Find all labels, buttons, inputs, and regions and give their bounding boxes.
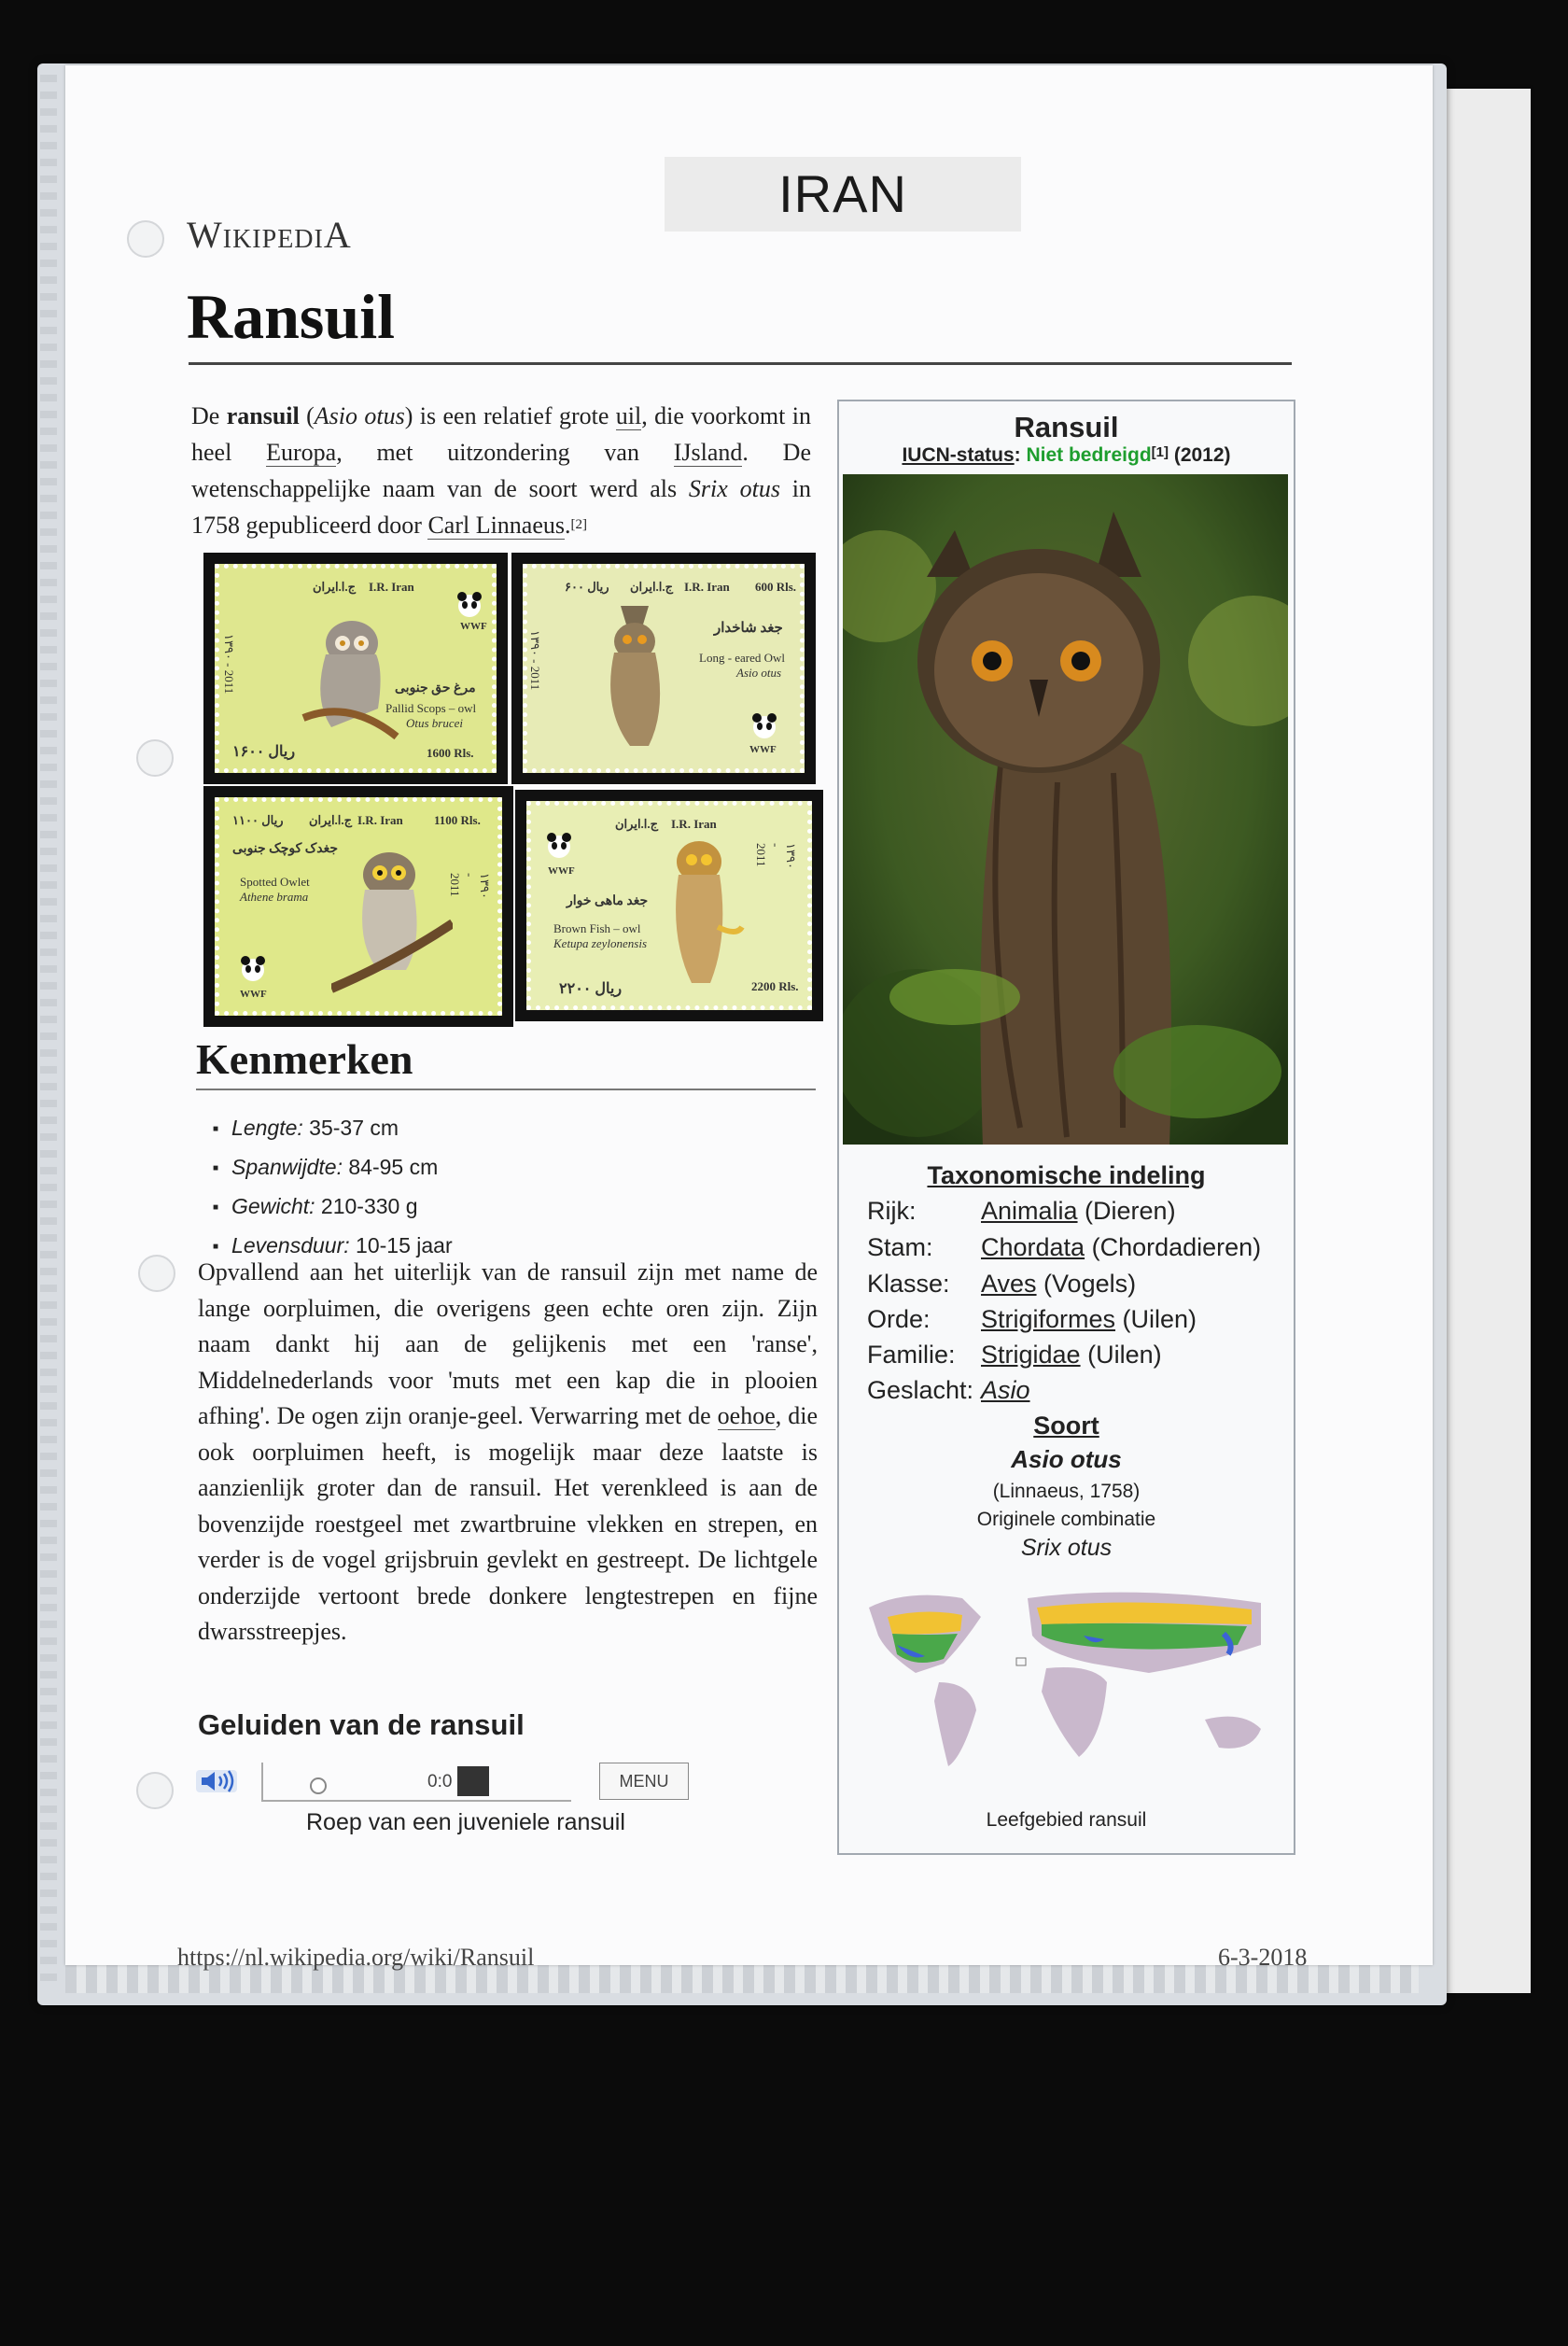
infobox-title: Ransuil — [1014, 411, 1119, 443]
stamp-value: 1600 Rls. — [427, 746, 474, 760]
stamp-country: I.R. Iran — [671, 817, 717, 831]
stamp-persian-name: جغدک کوچک جنوبی — [232, 842, 339, 856]
stamp-brown-fish-owl — [515, 790, 823, 1021]
audio-time: 0:0 — [427, 1772, 453, 1791]
owl-illustration — [331, 830, 453, 998]
punch-hole — [136, 739, 174, 777]
stamp-country: I.R. Iran — [369, 580, 414, 594]
stamp-value: 600 Rls. — [755, 580, 797, 594]
stamp-pallid-scops-owl — [203, 553, 508, 784]
original-combination-name: Srix otus — [1020, 1535, 1113, 1561]
audio-player — [196, 1763, 691, 1800]
wwf-panda-icon — [453, 587, 486, 621]
intro-text: , die voorkomt in heel — [191, 402, 811, 466]
list-item-value: 84-95 cm — [342, 1155, 439, 1179]
audio-menu-button[interactable]: MENU — [599, 1763, 689, 1800]
owl-photo — [843, 474, 1288, 1145]
stamp-year: ۱۳۹۰ - 2011 — [448, 873, 492, 899]
taxonomy-row — [867, 1376, 1030, 1405]
infobox — [837, 400, 1295, 1855]
binder-holes — [40, 75, 57, 1988]
owl-illustration — [583, 597, 686, 755]
taxonomy-note: (Vogels) — [1036, 1270, 1137, 1298]
list-item-key: Spanwijdte: — [231, 1155, 343, 1179]
list-item — [213, 1150, 453, 1189]
stamp-bird-name: Long - eared Owl — [699, 651, 786, 665]
punch-hole — [138, 1255, 175, 1292]
intro-latin-name: Asio otus — [314, 402, 405, 429]
speaker-icon[interactable] — [196, 1766, 239, 1796]
list-item-key: Lengte: — [231, 1116, 303, 1140]
original-combination-label: Originele combinatie — [976, 1509, 1156, 1530]
taxonomy-note: (Uilen) — [1115, 1305, 1197, 1333]
stamp-latin-name: Otus brucei — [406, 716, 464, 730]
intro-text: . De wetenschappelijke naam van de soort werd als — [191, 439, 811, 502]
list-item-value: 35-37 cm — [302, 1116, 399, 1140]
stamp-text: ج.ا.ايران — [309, 813, 353, 827]
range-map-caption: Leefgebied ransuil — [986, 1809, 1147, 1831]
link-ijsland[interactable]: IJsland — [673, 439, 743, 466]
wwf-panda-icon — [542, 828, 576, 862]
stamp-bird-name: Spotted Owlet — [240, 875, 310, 889]
wwf-logo: WWF — [548, 865, 575, 877]
reference-link[interactable]: [2] — [570, 517, 588, 532]
audio-volume-block[interactable] — [457, 1766, 489, 1796]
taxonomy-link[interactable]: Strigiformes — [981, 1305, 1116, 1333]
intro-text: . — [565, 512, 571, 539]
taxonomy-row — [867, 1341, 1162, 1370]
stamp-year: ۱۳۹۰ - 2011 — [528, 630, 542, 691]
taxonomy-rank: Familie: — [867, 1341, 956, 1369]
stamp-year: ۱۳۹۰ - 2011 — [222, 634, 236, 695]
taxonomy-rank: Geslacht: — [867, 1376, 974, 1404]
stamp-country: I.R. Iran — [684, 580, 730, 594]
list-item-key: Levensduur: — [231, 1233, 350, 1257]
link-uil[interactable]: uil — [615, 402, 642, 429]
wwf-panda-icon — [236, 951, 270, 985]
taxonomy-rank: Rijk: — [867, 1197, 917, 1225]
intro-text: in 1758 gepubliceerd door — [191, 475, 811, 539]
stamp-country: I.R. Iran — [357, 813, 403, 827]
list-item-value: 210-330 g — [315, 1194, 418, 1218]
stamp-persian-name: جغد ماهی خوار — [567, 894, 649, 908]
stamp-latin-name: Asio otus — [736, 666, 782, 680]
link-linnaeus[interactable]: Carl Linnaeus — [427, 512, 566, 539]
species-heading[interactable]: Soort — [1033, 1412, 1099, 1440]
stamp-value: 1100 Rls. — [434, 813, 481, 827]
wwf-logo: WWF — [460, 621, 487, 632]
kenmerken-list — [213, 1111, 453, 1268]
stamp-latin-name: Athene brama — [240, 890, 309, 904]
reference-link[interactable]: [1] — [1151, 444, 1169, 460]
taxonomy-note: (Dieren) — [1077, 1197, 1176, 1225]
description-text: Opvallend aan het uiterlijk van de ransuil zijn met name de lange oorpluimen, die overigens geen echte oren zijn. Zijn naam dankt hij aan de gelijkenis met een 'ranse', Middelnederlands voor 'muts met een kap die in plooien afhing'. De ogen zijn oranje-geel. Verwarring met de — [198, 1258, 818, 1429]
taxonomy-rank: Orde: — [867, 1305, 931, 1333]
owl-illustration — [294, 606, 406, 746]
taxonomy-link[interactable]: Strigidae — [981, 1341, 1081, 1369]
stamp-spotted-owlet — [203, 786, 513, 1027]
punch-hole — [127, 220, 164, 258]
taxonomy-heading[interactable]: Taxonomische indeling — [927, 1161, 1206, 1189]
stamp-persian-name: مرغ حق جنوبی — [395, 681, 476, 695]
stamp-persian-value: ۱۱۰۰ ريال — [232, 813, 284, 827]
section-divider — [196, 1089, 816, 1090]
taxonomy-link[interactable]: Asio — [981, 1376, 1030, 1404]
intro-text: ) is een relatief grote — [404, 402, 616, 429]
taxonomy-rank: Stam: — [867, 1233, 933, 1261]
species-name: Asio otus — [1011, 1445, 1122, 1473]
footer-date: 6-3-2018 — [1218, 1944, 1308, 1971]
taxonomy-note: (Chordadieren) — [1085, 1233, 1262, 1261]
iucn-status — [839, 444, 1294, 467]
intro-text: ( — [299, 402, 315, 429]
title-divider — [189, 362, 1292, 365]
list-item — [213, 1189, 453, 1229]
stamp-latin-name: Ketupa zeylonensis — [553, 936, 648, 950]
link-oehoe[interactable]: oehoe — [717, 1402, 776, 1429]
wwf-logo: WWF — [749, 744, 777, 755]
intro-bold-name: ransuil — [226, 402, 300, 429]
iucn-status-year: (2012) — [1169, 444, 1231, 466]
page-title: Ransuil — [187, 281, 395, 352]
stamp-text: ج.ا.ايران — [313, 580, 357, 594]
footer-url: https://nl.wikipedia.org/wiki/Ransuil — [177, 1944, 535, 1971]
section-heading-kenmerken: Kenmerken — [196, 1035, 413, 1083]
taxonomy-link[interactable]: Animalia — [981, 1197, 1078, 1225]
stamp-text: ج.ا.ايران — [615, 817, 659, 831]
intro-text: , met uitzondering van — [336, 439, 674, 466]
taxonomy-link[interactable]: Aves — [981, 1270, 1037, 1298]
stamp-persian-value: ۲۲۰۰ ريال — [559, 981, 623, 997]
list-item-key: Gewicht: — [231, 1194, 315, 1218]
list-item-value: 10-15 jaar — [349, 1233, 453, 1257]
stamp-bird-name: Brown Fish – owl — [553, 921, 641, 935]
stamp-persian-value: ۱۶۰۰ ريال — [232, 744, 296, 760]
iucn-status-link[interactable]: IUCN-status — [902, 444, 1015, 466]
taxonomy-note: (Uilen) — [1080, 1341, 1162, 1369]
owl-illustration — [652, 824, 746, 1002]
taxonomy-link[interactable]: Chordata — [981, 1233, 1085, 1261]
wikipedia-logo: WikipediA — [187, 214, 352, 256]
taxonomy-row — [867, 1305, 1197, 1334]
species-author: (Linnaeus, 1758) — [992, 1481, 1141, 1502]
stamp-text: ج.ا.ايران — [630, 580, 674, 594]
punch-hole — [136, 1772, 174, 1809]
audio-caption: Roep van een juveniele ransuil — [306, 1809, 625, 1835]
audio-seek-track[interactable] — [261, 1763, 571, 1802]
wwf-logo: WWF — [240, 989, 267, 1000]
stamp-persian-name: جغد شاخدار — [714, 621, 783, 636]
taxonomy-rank: Klasse: — [867, 1270, 950, 1298]
wwf-panda-icon — [748, 709, 781, 742]
taxonomy-row — [867, 1270, 1136, 1299]
stamp-long-eared-owl — [511, 553, 816, 784]
stamp-value: 2200 Rls. — [751, 979, 799, 993]
iucn-status-value[interactable]: Niet bedreigd — [1026, 444, 1152, 466]
country-label — [665, 157, 1021, 232]
taxonomy-row — [867, 1233, 1261, 1262]
list-item — [213, 1111, 453, 1150]
range-map — [850, 1580, 1280, 1776]
intro-paragraph — [191, 398, 811, 543]
section-heading-sounds: Geluiden van de ransuil — [198, 1708, 525, 1741]
taxonomy-row — [867, 1197, 1176, 1226]
description-paragraph — [198, 1255, 818, 1651]
iucn-status-colon: : — [1014, 444, 1027, 466]
country-label-text: IRAN — [778, 164, 907, 223]
intro-original-name: Srix otus — [688, 475, 780, 502]
link-europa[interactable]: Europa — [266, 439, 337, 466]
stamp-year: ۱۳۹۰ - 2011 — [754, 843, 798, 869]
intro-text: De — [191, 402, 227, 429]
stamp-bird-name: Pallid Scops – owl — [385, 701, 477, 715]
owl-photo-image — [843, 474, 1288, 1145]
stamp-persian-value: ۶۰۰ ريال — [565, 580, 609, 594]
description-text: , die ook oorpluimen heeft, is mogelijk maar deze laatste is aanzienlijk groter dan de ransuil. Het verenkleed is aan de bovenzijde roestgeel met zwartbruine vlekken en strepen, en verder is de vogel grijsbruin gevlekt en gestreept. De lichtgele onderzijde vertoont brede donkere lengtestrepen en fijne dwarsstreepjes. — [198, 1402, 819, 1645]
audio-seek-knob[interactable] — [310, 1777, 327, 1794]
